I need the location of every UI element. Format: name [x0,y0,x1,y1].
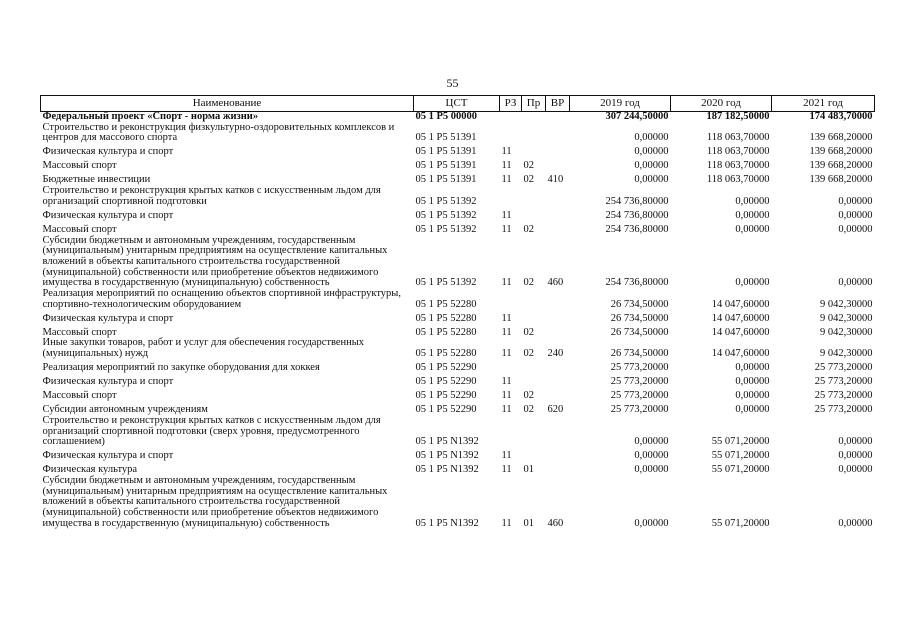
row-pr [522,448,546,462]
row-rz [500,289,522,310]
row-cst: 05 1 P5 52280 [415,298,477,310]
row-name: Массовый спорт [42,223,117,235]
row-rz: 11 [501,326,512,338]
table-row [41,462,875,476]
row-value-2021: 139 668,20000 [809,160,873,172]
row-value-2019: 254 736,80000 [605,195,669,207]
row-name: Реализация мероприятий по закупке оборудования для хоккея [42,362,320,374]
row-vr [546,448,570,462]
row-rz [500,123,522,144]
table-row [41,476,875,530]
row-pr: 01 [523,464,534,476]
row-rz: 11 [501,174,512,186]
row-pr: 02 [523,348,534,360]
row-pr: 02 [523,174,534,186]
row-rz [500,360,522,374]
row-name: Федеральный проект «Спорт - норма жизни» [42,111,259,122]
row-pr [522,144,546,158]
row-value-2020: 55 071,20000 [711,464,770,476]
header-2021: 2021 год [772,96,875,112]
row-value-2019: 254 736,80000 [605,277,669,289]
table-row [41,416,875,448]
table-row [41,402,875,416]
row-value-2021: 0,00000 [838,464,873,476]
row-value-2020: 0,00000 [735,376,770,388]
row-vr [546,360,570,374]
row-name: Иные закупки товаров, работ и услуг для обеспечения государственных (муниципальных) нужд [42,337,365,360]
row-value-2021: 0,00000 [838,223,873,235]
row-rz: 11 [501,312,512,324]
row-cst: 05 1 P5 N1392 [415,450,479,462]
row-name: Бюджетные инвестиции [42,174,151,186]
row-value-2020: 14 047,60000 [711,312,770,324]
row-value-2020: 0,00000 [735,223,770,235]
row-cst: 05 1 P5 N1392 [415,517,479,529]
row-name: Физическая культура [42,464,138,476]
row-value-2019: 26 734,50000 [610,298,669,310]
table-row [41,448,875,462]
row-value-2021: 25 773,20000 [814,404,873,416]
row-name: Строительство и реконструкция крытых катков с искусственным льдом для организаций спортивной подготовки (сверх уровня, предусмотренного соглашением) [42,414,381,448]
row-value-2021: 9 042,30000 [820,326,873,338]
row-pr: 02 [523,404,534,416]
row-pr [522,112,546,123]
row-cst: 05 1 P5 00000 [415,111,478,122]
row-value-2019: 0,00000 [634,146,669,158]
row-vr [546,416,570,448]
row-name: Строительство и реконструкция физкультурно-оздоровительных комплексов и центров для массового спорта [42,121,395,144]
row-value-2020: 118 063,70000 [706,174,770,186]
row-pr [522,374,546,388]
row-name: Физическая культура и спорт [42,312,174,324]
row-cst: 05 1 P5 N1392 [415,436,479,448]
row-value-2021: 174 483,70000 [809,111,873,122]
row-value-2021: 25 773,20000 [814,362,873,374]
row-value-2021: 0,00000 [838,436,873,448]
row-rz: 11 [501,223,512,235]
row-rz [500,186,522,207]
table-row [41,289,875,310]
row-value-2019: 0,00000 [634,174,669,186]
table-row [41,186,875,207]
row-cst: 05 1 P5 51391 [415,160,477,172]
row-value-2019: 307 244,50000 [605,111,669,122]
header-2019: 2019 год [570,96,671,112]
row-cst: 05 1 P5 52280 [415,326,477,338]
row-value-2021: 25 773,20000 [814,390,873,402]
row-value-2019: 26 734,50000 [610,312,669,324]
table-row [41,144,875,158]
row-vr [546,289,570,310]
table-row [41,208,875,222]
row-value-2019: 0,00000 [634,160,669,172]
row-vr: 460 [547,517,564,529]
row-pr: 02 [523,390,534,402]
header-2020: 2020 год [671,96,772,112]
row-vr [546,388,570,402]
row-name: Физическая культура и спорт [42,376,174,388]
row-pr: 02 [523,326,534,338]
row-cst: 05 1 P5 51391 [415,132,477,144]
row-value-2020: 118 063,70000 [706,146,770,158]
table-row [41,310,875,324]
row-value-2019: 254 736,80000 [605,223,669,235]
row-value-2019: 0,00000 [634,517,669,529]
row-pr [522,208,546,222]
budget-table [40,95,875,529]
row-cst: 05 1 P5 52280 [415,312,477,324]
row-value-2021: 0,00000 [838,195,873,207]
row-value-2020: 118 063,70000 [706,160,770,172]
row-vr [546,374,570,388]
row-value-2021: 139 668,20000 [809,146,873,158]
row-vr [546,310,570,324]
row-name: Физическая культура и спорт [42,450,174,462]
row-value-2020: 0,00000 [735,277,770,289]
row-cst: 05 1 P5 52280 [415,348,477,360]
row-value-2021: 9 042,30000 [820,348,873,360]
row-pr: 02 [523,160,534,172]
table-row [41,360,875,374]
row-rz [500,416,522,448]
row-vr [546,462,570,476]
row-vr [546,123,570,144]
row-value-2020: 0,00000 [735,209,770,221]
table-row [41,388,875,402]
row-rz: 11 [501,348,512,360]
row-vr: 460 [547,277,564,289]
row-value-2019: 254 736,80000 [605,209,669,221]
row-value-2020: 118 063,70000 [706,132,770,144]
row-value-2019: 0,00000 [634,436,669,448]
row-name: Субсидии автономным учреждениям [42,404,208,416]
table-header [41,96,875,112]
row-value-2021: 0,00000 [838,277,873,289]
row-vr: 410 [547,174,564,186]
row-vr: 620 [547,404,564,416]
row-name: Массовый спорт [42,390,117,402]
row-cst: 05 1 P5 51392 [415,209,477,221]
row-pr [522,310,546,324]
row-name: Реализация мероприятий по оснащению объектов спортивной инфраструктуры, спортивно-технологическим оборудованием [42,288,401,310]
row-value-2020: 14 047,60000 [711,348,770,360]
row-value-2021: 9 042,30000 [820,298,873,310]
table-body [41,112,875,530]
row-name: Массовый спорт [42,326,117,338]
row-pr [522,416,546,448]
row-pr [522,186,546,207]
row-value-2021: 139 668,20000 [809,132,873,144]
table-row [41,374,875,388]
row-vr [546,158,570,172]
row-value-2019: 26 734,50000 [610,348,669,360]
row-pr [522,289,546,310]
row-value-2020: 0,00000 [735,195,770,207]
row-value-2019: 26 734,50000 [610,326,669,338]
row-rz: 11 [501,450,512,462]
row-rz: 11 [501,390,512,402]
row-vr: 240 [547,348,564,360]
row-rz: 11 [501,404,512,416]
row-name: Массовый спорт [42,160,117,172]
row-value-2019: 0,00000 [634,132,669,144]
row-name: Физическая культура и спорт [42,146,174,158]
row-vr [546,208,570,222]
header-name: Наименование [41,96,414,112]
table-row [41,324,875,338]
header-row [41,96,875,112]
row-vr [546,222,570,236]
row-value-2020: 55 071,20000 [711,450,770,462]
row-value-2021: 0,00000 [838,450,873,462]
table-row [41,158,875,172]
row-pr [522,123,546,144]
row-value-2019: 0,00000 [634,450,669,462]
row-name: Субсидии бюджетным и автономным учреждениям, государственным (муниципальным) унитарным предприятиям на осуществление капитальных вложений в объекты капитального строительства государственной (муниципальной) собственности или приобретение объектов недвижимого имущества в государственную (муниципальную) собственность [42,234,388,289]
row-value-2021: 25 773,20000 [814,376,873,388]
row-cst: 05 1 P5 51392 [415,223,477,235]
header-cst: ЦСТ [414,96,500,112]
row-cst: 05 1 P5 51392 [415,277,477,289]
row-pr: 02 [523,277,534,289]
row-pr: 02 [523,223,534,235]
row-value-2019: 25 773,20000 [610,390,669,402]
table-row [41,236,875,290]
row-value-2019: 25 773,20000 [610,404,669,416]
row-value-2020: 14 047,60000 [711,326,770,338]
table-row [41,172,875,186]
row-value-2020: 0,00000 [735,390,770,402]
row-rz: 11 [501,277,512,289]
row-cst: 05 1 P5 52290 [415,376,477,388]
row-rz: 11 [501,160,512,172]
row-rz [500,112,522,123]
header-vr: ВР [546,96,570,112]
row-rz: 11 [501,464,512,476]
row-value-2021: 0,00000 [838,517,873,529]
row-name: Физическая культура и спорт [42,209,174,221]
row-value-2019: 25 773,20000 [610,376,669,388]
row-value-2020: 55 071,20000 [711,517,770,529]
row-cst: 05 1 P5 52290 [415,362,477,374]
row-cst: 05 1 P5 51391 [415,174,477,186]
table-row [41,338,875,359]
table-row [41,123,875,144]
row-vr [546,144,570,158]
row-rz: 11 [501,146,512,158]
row-rz: 11 [501,209,512,221]
row-vr [546,112,570,123]
row-vr [546,186,570,207]
row-cst: 05 1 P5 52290 [415,390,477,402]
row-value-2019: 25 773,20000 [610,362,669,374]
row-value-2020: 0,00000 [735,362,770,374]
row-value-2020: 0,00000 [735,404,770,416]
row-pr: 01 [523,517,534,529]
row-name: Субсидии бюджетным и автономным учреждениям, государственным (муниципальным) унитарным предприятиям на осуществление капитальных вложений в объекты капитального строительства государственной (муниципальной) собственности или приобретение объектов недвижимого имущества в государственную (муниципальную) собственность [42,474,388,529]
table-row [41,222,875,236]
row-pr [522,360,546,374]
row-cst: 05 1 P5 51391 [415,146,477,158]
row-value-2019: 0,00000 [634,464,669,476]
row-value-2020: 14 047,60000 [711,298,770,310]
row-value-2021: 139 668,20000 [809,174,873,186]
row-cst: 05 1 P5 N1392 [415,464,479,476]
row-vr [546,324,570,338]
row-value-2020: 55 071,20000 [711,436,770,448]
row-value-2021: 0,00000 [838,209,873,221]
row-value-2021: 9 042,30000 [820,312,873,324]
row-cst: 05 1 P5 52290 [415,404,477,416]
header-rz: РЗ [500,96,522,112]
row-cst: 05 1 P5 51392 [415,195,477,207]
header-pr: Пр [522,96,546,112]
row-value-2020: 187 182,50000 [706,111,770,122]
row-rz: 11 [501,517,512,529]
page-number: 55 [446,76,459,90]
row-name: Строительство и реконструкция крытых катков с искусственным льдом для организаций спортивной подготовки [42,185,381,207]
row-rz: 11 [501,376,512,388]
